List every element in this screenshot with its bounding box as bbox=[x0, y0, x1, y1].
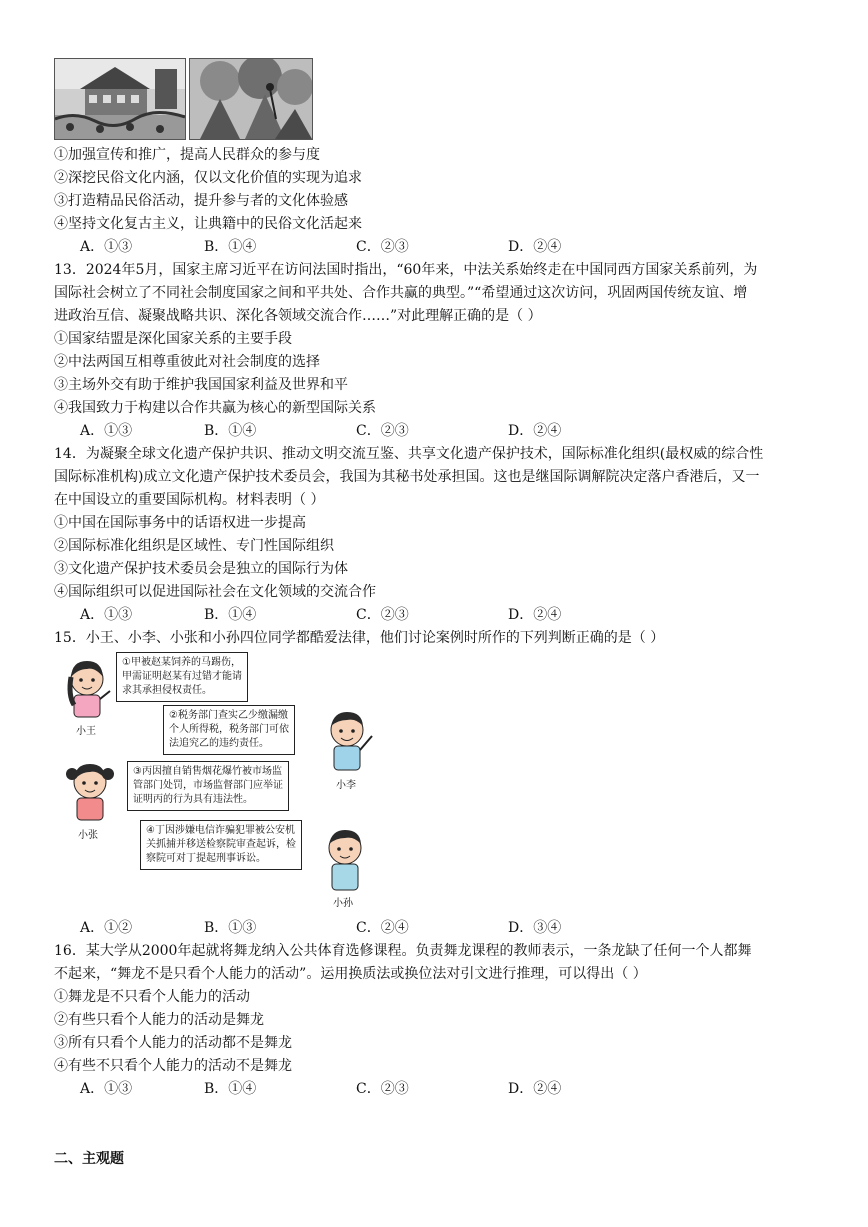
q16-item-4: ④有些不只看个人能力的活动不是舞龙 bbox=[54, 1058, 292, 1074]
bubble-1-line-3: 求其承担侵权责任。 bbox=[122, 685, 212, 696]
q14-option-a[interactable]: A．①③ bbox=[80, 607, 133, 623]
bubble-2-line-3: 法追究乙的违约责任。 bbox=[169, 738, 269, 749]
q12-option-a[interactable]: A．①③ bbox=[80, 239, 133, 255]
q16-stem-line-2: 不起来，“舞龙不是只看个人能力的活动”。运用换质法或换位法对引文进行推理，可以得出（ ） bbox=[54, 966, 647, 982]
q12-item-4: ④坚持文化复古主义，让典籍中的民俗文化活起来 bbox=[54, 216, 362, 232]
q13-option-c[interactable]: C．②③ bbox=[356, 423, 409, 439]
bubble-2-line-1: ②税务部门查实乙少缴漏缴 bbox=[169, 710, 288, 721]
bubble-4-line-3: 察院可对丁提起刑事诉讼。 bbox=[146, 853, 266, 864]
bubble-1-line-2: 甲需证明赵某有过错才能请 bbox=[122, 671, 242, 682]
folk-festival-photo-right bbox=[189, 58, 313, 140]
name-xiaowang: 小王 bbox=[76, 726, 96, 737]
q13-stem-line-2: 国际社会树立了不同社会制度国家之间和平共处、合作共赢的典型。”“希望通过这次访问，巩固两国传统友谊、增 bbox=[54, 285, 748, 301]
q13-item-2: ②中法两国互相尊重彼此对社会制度的选择 bbox=[54, 354, 320, 370]
q14-item-4: ④国际组织可以促进国际社会在文化领域的交流合作 bbox=[54, 584, 376, 600]
q16-option-c[interactable]: C．②③ bbox=[356, 1081, 409, 1097]
q16-option-b[interactable]: B．①④ bbox=[204, 1081, 257, 1097]
q14-option-c[interactable]: C．②③ bbox=[356, 607, 409, 623]
q12-option-d[interactable]: D．②④ bbox=[508, 239, 562, 255]
bubble-3-line-2: 管部门处罚，市场监督部门应举证 bbox=[133, 780, 283, 791]
q12-option-b[interactable]: B．①④ bbox=[204, 239, 257, 255]
q13-stem-line-3: 进政治互信、凝聚战略共识、深化各领域交流合作……”对此理解正确的是（ ） bbox=[54, 308, 542, 324]
section-title-subjective: 二、主观题 bbox=[54, 1151, 124, 1167]
name-xiaosun: 小孙 bbox=[333, 898, 353, 909]
q13-item-4: ④我国致力于构建以合作共赢为核心的新型国际关系 bbox=[54, 400, 376, 416]
name-xiaoli: 小李 bbox=[336, 780, 356, 791]
q14-stem-line-2: 国际标准机构)成立文化遗产保护技术委员会，我国为其秘书处承担国。这也是继国际调解院决定落户香港后，又一 bbox=[54, 469, 760, 485]
girl-xiaozhang-illustration bbox=[62, 758, 118, 828]
name-xiaozhang: 小张 bbox=[78, 830, 98, 841]
q16-stem-line-1: 16．某大学从2000年起就将舞龙纳入公共体育选修课程。负责舞龙课程的教师表示，一条龙缺了任何一个人都舞 bbox=[54, 943, 752, 959]
q15-option-d[interactable]: D．③④ bbox=[508, 920, 562, 936]
bubble-4-line-2: 关抓捕并移送检察院审查起诉，检 bbox=[146, 839, 296, 850]
q15-option-b[interactable]: B．①③ bbox=[204, 920, 257, 936]
q12-option-c[interactable]: C．②③ bbox=[356, 239, 409, 255]
q14-item-1: ①中国在国际事务中的话语权进一步提高 bbox=[54, 515, 306, 531]
speech-bubble-4 bbox=[140, 820, 302, 870]
folk-festival-photo-left bbox=[54, 58, 186, 140]
q14-stem-line-1: 14．为凝聚全球文化遗产保护共识、推动文明交流互鉴、共享文化遗产保护技术，国际标准化组织(最权威的综合性 bbox=[54, 446, 764, 462]
q13-item-3: ③主场外交有助于维护我国国家利益及世界和平 bbox=[54, 377, 348, 393]
q16-item-3: ③所有只看个人能力的活动都不是舞龙 bbox=[54, 1035, 292, 1051]
q16-item-2: ②有些只看个人能力的活动是舞龙 bbox=[54, 1012, 264, 1028]
bubble-4-line-1: ④丁因涉嫌电信诈骗犯罪被公安机 bbox=[146, 825, 295, 836]
q12-item-3: ③打造精品民俗活动，提升参与者的文化体验感 bbox=[54, 193, 348, 209]
bubble-2-line-2: 个人所得税，税务部门可依 bbox=[169, 724, 289, 735]
speech-bubble-1 bbox=[116, 652, 248, 702]
q13-option-d[interactable]: D．②④ bbox=[508, 423, 562, 439]
speech-bubble-2 bbox=[163, 705, 295, 755]
q14-option-b[interactable]: B．①④ bbox=[204, 607, 257, 623]
boy-xiaosun-illustration bbox=[318, 822, 374, 896]
q13-item-1: ①国家结盟是深化国家关系的主要手段 bbox=[54, 331, 292, 347]
q15-option-a[interactable]: A．①② bbox=[80, 920, 133, 936]
q13-option-b[interactable]: B．①④ bbox=[204, 423, 257, 439]
q16-option-a[interactable]: A．①③ bbox=[80, 1081, 133, 1097]
q14-option-d[interactable]: D．②④ bbox=[508, 607, 562, 623]
bubble-1-line-1: ①甲被赵某饲养的马踢伤， bbox=[122, 657, 241, 668]
q12-item-2: ②深挖民俗文化内涵，仅以文化价值的实现为追求 bbox=[54, 170, 362, 186]
q14-stem-line-3: 在中国设立的重要国际机构。材料表明（ ） bbox=[54, 492, 325, 508]
q12-item-1: ①加强宣传和推广，提高人民群众的参与度 bbox=[54, 147, 320, 163]
q13-option-a[interactable]: A．①③ bbox=[80, 423, 133, 439]
q16-item-1: ①舞龙是不只看个人能力的活动 bbox=[54, 989, 250, 1005]
q15-stem: 15．小王、小李、小张和小孙四位同学都酷爱法律，他们讨论案例时所作的下列判断正确的是（ ） bbox=[54, 630, 665, 646]
bubble-3-line-1: ③丙因擅自销售烟花爆竹被市场监 bbox=[133, 766, 282, 777]
q16-option-d[interactable]: D．②④ bbox=[508, 1081, 562, 1097]
speech-bubble-3 bbox=[127, 761, 289, 811]
q15-option-c[interactable]: C．②④ bbox=[356, 920, 409, 936]
q13-stem-line-1: 13．2024年5月，国家主席习近平在访问法国时指出，“60年来，中法关系始终走在中国同西方国家关系前列，为 bbox=[54, 262, 758, 278]
q14-item-2: ②国际标准化组织是区域性、专门性国际组织 bbox=[54, 538, 334, 554]
q14-item-3: ③文化遗产保护技术委员会是独立的国际行为体 bbox=[54, 561, 348, 577]
boy-xiaoli-illustration bbox=[318, 704, 378, 778]
girl-xiaowang-illustration bbox=[60, 655, 116, 725]
bubble-3-line-3: 证明丙的行为具有违法性。 bbox=[133, 794, 253, 805]
